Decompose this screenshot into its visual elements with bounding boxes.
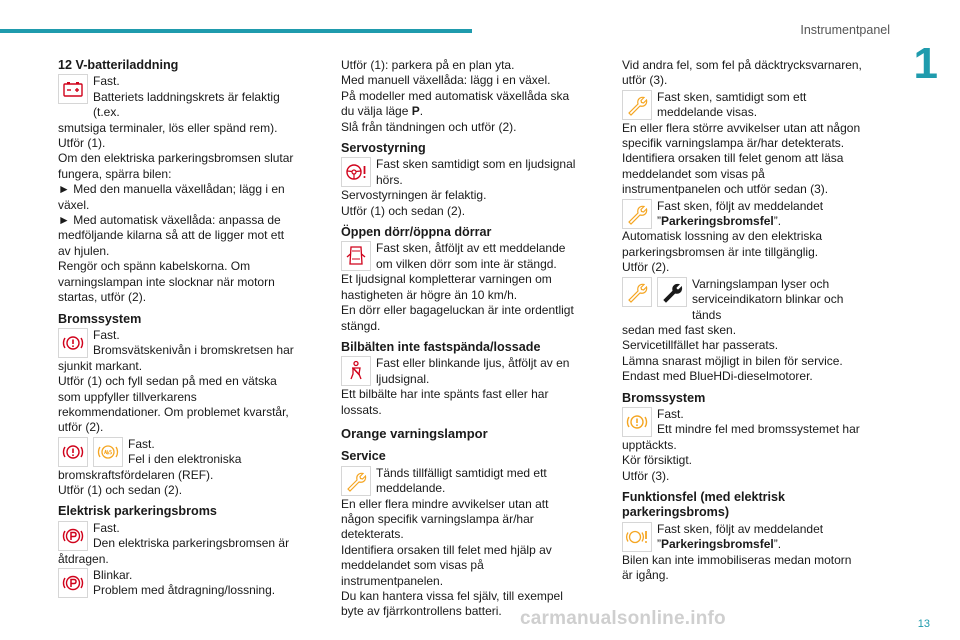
abs-body: bromskraftsfördelaren (REF). <box>58 467 214 482</box>
column-1 <box>58 58 300 599</box>
intro-text: På modeller med automatisk växellåda ska du välja läge <box>341 88 570 119</box>
battery-body: smutsiga terminaler, lös eller spänd rem). <box>58 120 278 135</box>
heading-service: Service <box>341 449 386 464</box>
parking-brake-icon <box>58 568 88 598</box>
intro-line: Med manuell växellåda: lägg i en växel. <box>341 73 551 88</box>
doors-body: En dörr eller bagageluckan är inte ordentligt stängd. <box>341 303 574 333</box>
park-line-2: Den elektriska parkeringsbromsen är <box>93 536 290 551</box>
intro-line: Slå från tändningen och utför (2). <box>341 119 517 134</box>
park-row <box>58 521 300 552</box>
heading-steering: Servostyrning <box>341 141 426 156</box>
battery-line-2: Batteriets laddningskrets är felaktig (t.ex. <box>93 89 280 120</box>
s3-body: Lämna snarast möjligt in bilen för service. <box>622 353 843 368</box>
brake-line-1: Fast. <box>93 327 120 342</box>
intro-line <box>341 89 583 120</box>
chapter-number: 1 <box>913 39 938 88</box>
belts-row <box>341 356 583 387</box>
battery-body: Rengör och spänn kabelskorna. Om varningslampan inte slocknar när motorn startas, utför (2). <box>58 259 275 305</box>
battery-body: Utför (1). <box>58 136 106 151</box>
wrench-indicator-icon <box>657 277 687 307</box>
brake2-body: Utför (3). <box>622 468 670 483</box>
column-3 <box>622 58 864 583</box>
service-body: En eller flera mindre avvikelser utan att någon specifik varningslampa är/har detekterats. <box>341 496 549 542</box>
brake-body: Utför (1) och fyll sedan på med en vätska som uppfyller tillverkarens rekommendationer. Om problemet kvarstår, utför (2). <box>58 374 289 435</box>
s1-icon-text: Fast sken, samtidigt som ett meddelande visas. <box>657 89 807 120</box>
s1-body: En eller flera större avvikelser utan att någon specifik varningslampa är/har detekterats. <box>622 120 861 151</box>
service-body: Identifiera orsaken till felet med hjälp av meddelandet som visas på instrumentpanelen. <box>341 542 552 588</box>
steering-body: Servostyrningen är felaktig. <box>341 188 487 203</box>
battery-body: ► Med den manuella växellådan; lägg i en växel. <box>58 182 285 212</box>
battery-line-1: Fast. <box>93 74 120 89</box>
blink-line-2: Problem med åtdragning/lossning. <box>93 583 276 598</box>
seatbelt-icon <box>341 356 371 386</box>
battery-body: Om den elektriska parkeringsbromsen slutar fungera, spärra bilen: <box>58 151 294 181</box>
s2-post: ”. <box>773 214 782 229</box>
watermark: carmanualsonline.info <box>520 608 726 629</box>
blink-line-1: Blinkar. <box>93 568 133 582</box>
brake-row <box>58 328 300 359</box>
intro-line: Utför (1): parkera på en plan yta. <box>341 58 515 72</box>
func-row <box>622 522 864 553</box>
s2-body: Automatisk lossning av den elektriska parkeringsbromsen är inte tillgänglig. <box>622 229 823 259</box>
steering-wheel-icon <box>341 157 371 187</box>
s2-message: Parkeringsbromsfel <box>661 214 774 229</box>
door-open-icon <box>341 241 371 271</box>
service-body: Du kan hantera vissa fel själv, till exempel byte av fjärrkontrollens batteri. <box>341 589 563 619</box>
brake2-line-2: Ett mindre fel med bromssystemet har <box>657 422 860 437</box>
s3-body: sedan med fast sken. <box>622 322 737 337</box>
section-title: Instrumentpanel <box>800 23 890 37</box>
brake-malfunction-icon <box>622 522 652 552</box>
service-wrench-icon <box>622 90 652 120</box>
abs-icon <box>93 437 123 467</box>
page-number: 13 <box>917 618 930 630</box>
func-icon-text <box>657 522 864 553</box>
func-post: ”. <box>773 537 782 552</box>
s2-pre: Fast sken, följt av meddelandet ” <box>657 198 824 229</box>
brake-warning-icon <box>622 407 652 437</box>
battery-icon <box>58 74 88 104</box>
heading-battery: 12 V-batteriladdning <box>58 58 179 72</box>
func-body: Bilen kan inte immobiliseras medan motorn är igång. <box>622 552 852 582</box>
func-message: Parkeringsbromsfel <box>661 537 774 552</box>
brake-warning-icon <box>58 437 88 467</box>
service-wrench-icon <box>341 466 371 496</box>
battery-body: ► Med automatisk växellåda: anpassa de medföljande kilarna så att de ligger mot ett av hjulen. <box>58 213 285 258</box>
intro-dot: . <box>419 104 424 119</box>
doors-row <box>341 241 583 272</box>
brake2-line-1: Fast. <box>657 406 684 421</box>
header-accent-bar <box>0 29 472 33</box>
abs-body: Utför (1) och sedan (2). <box>58 482 183 497</box>
heading-orange-lamps: Orange varningslampor <box>341 425 488 441</box>
belts-body: Ett bilbälte har inte spänts fast eller har lossats. <box>341 387 549 417</box>
s2-body: Utför (2). <box>622 260 670 275</box>
s3-icon-text: Varningslampan lyser och serviceindikatorn blinkar och tänds <box>692 276 844 322</box>
heading-malfunction: Funktionsfel (med elektrisk parkeringsbroms) <box>622 489 786 520</box>
parking-brake-icon <box>58 521 88 551</box>
service-parkbrake-row <box>622 199 864 230</box>
column-2 <box>341 58 583 620</box>
doors-body: Et ljudsignal kompletterar varningen om hastigheten är högre än 10 km/h. <box>341 272 552 302</box>
service-wrench-icon <box>622 199 652 229</box>
func-pre: Fast sken, följt av meddelandet ” <box>657 521 824 552</box>
service-wrench-icon <box>622 277 652 307</box>
heading-seatbelts: Bilbälten inte fastspända/lossade <box>341 339 541 354</box>
abs-row <box>58 437 300 468</box>
s2-icon-text <box>657 199 864 230</box>
brake-warning-icon <box>58 328 88 358</box>
park-blink-row <box>58 568 300 599</box>
heading-brake-system-orange: Bromssystem <box>622 390 706 405</box>
s1-body: Identifiera orsaken till felet genom att läsa meddelandet som visas på instrumentpanelen och utför sedan (3). <box>622 151 844 197</box>
s3-body: Servicetillfället har passerats. <box>622 338 779 353</box>
service-fixed-row <box>622 90 864 121</box>
heading-parking-brake: Elektrisk parkeringsbroms <box>58 504 217 519</box>
abs-line-1: Fast. <box>128 436 155 451</box>
s3-body: Endast med BlueHDi-dieselmotorer. <box>622 369 813 384</box>
steering-row <box>341 157 583 188</box>
brake2-body: Kör försiktigt. <box>622 453 693 468</box>
service-icon-text: Tänds tillfälligt samtidigt med ett meddelande. <box>376 465 547 496</box>
brake2-body: upptäckts. <box>622 437 677 452</box>
brake-line-2: Bromsvätskenivån i bromskretsen har <box>93 343 294 358</box>
battery-row <box>58 74 300 120</box>
steering-icon-text: Fast sken samtidigt som en ljudsignal hörs. <box>376 157 576 187</box>
heading-doors: Öppen dörr/öppna dörrar <box>341 225 492 240</box>
service-indicator-row <box>622 277 864 323</box>
steering-body: Utför (1) och sedan (2). <box>341 203 466 218</box>
park-body: åtdragen. <box>58 551 109 566</box>
brake-body: sjunkit markant. <box>58 358 143 373</box>
abs-line-2: Fel i den elektroniska <box>128 452 242 467</box>
heading-brake-system: Bromssystem <box>58 311 142 326</box>
gear-p: P <box>411 104 420 119</box>
doors-icon-text: Fast sken, åtföljt av ett meddelande om vilken dörr som inte är stängd. <box>376 241 566 271</box>
col3-intro: Vid andra fel, som fel på däcktrycksvarnaren, utför (3). <box>622 58 862 88</box>
brake2-row <box>622 407 864 438</box>
park-line-1: Fast. <box>93 520 120 535</box>
service-row <box>341 466 583 497</box>
belts-icon-text: Fast eller blinkande ljus, åtföljt av en ljudsignal. <box>376 356 570 386</box>
